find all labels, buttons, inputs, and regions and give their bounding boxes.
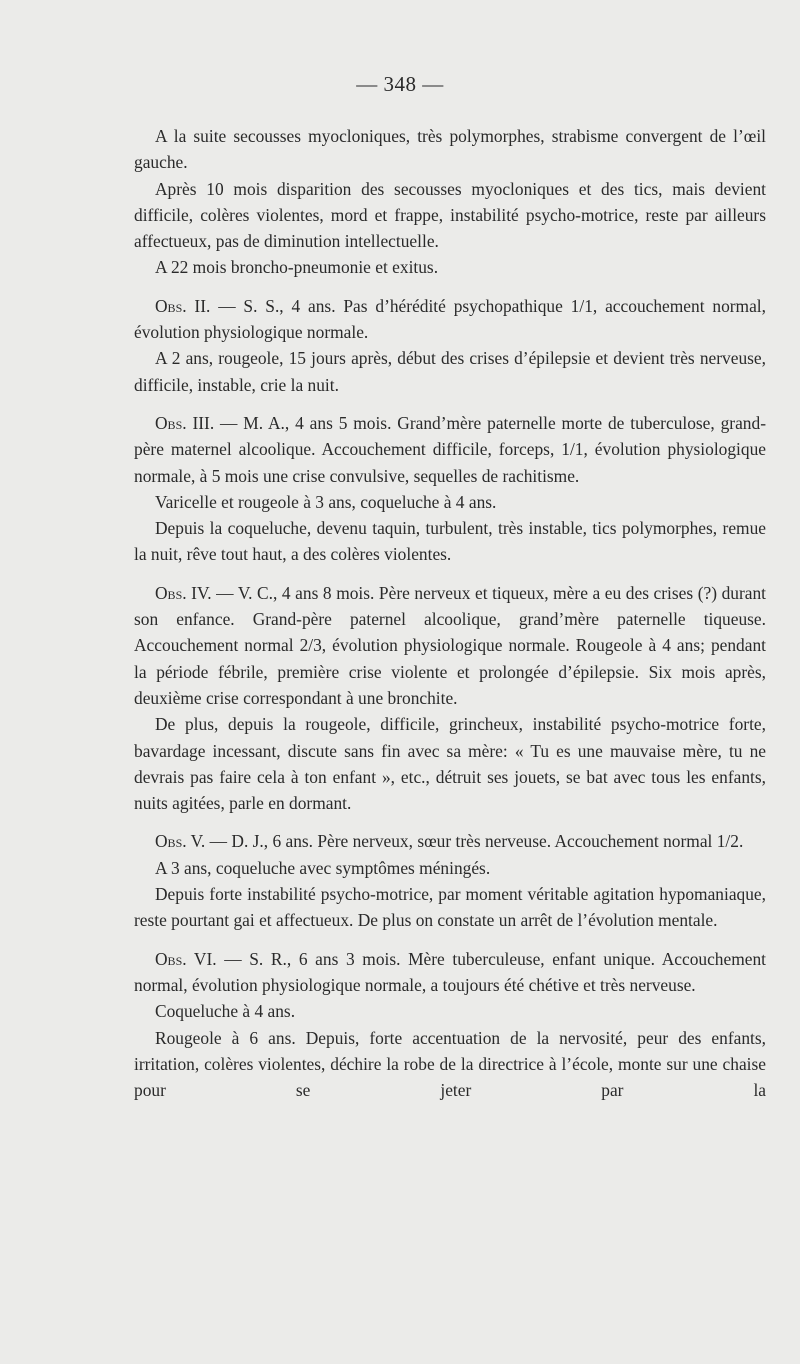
paragraph: De plus, depuis la rougeole, difficile, grincheux, instabilité psycho-motrice forte, bavardage incessant, discute sans fin avec sa mère: « Tu es une mauvaise mère, tu ne devrais pas faire cela à ton enfant », etc., détruit ses jouets, se bat avec tous les enfants, nuits agitées, parle en dormant. <box>134 714 766 814</box>
observation-label: Obs. IV. <box>155 582 212 603</box>
paragraph: Depuis la coqueluche, devenu taquin, turbulent, très instable, tics polymorphes, remue la nuit, rêve tout haut, a des colères violentes. <box>134 518 766 565</box>
observation-label: Obs. V. <box>155 831 206 852</box>
paragraph: A la suite secousses myocloniques, très polymorphes, strabisme convergent de l’œil gauche. <box>134 126 766 173</box>
observation-paragraph: Obs. III. — M. A., 4 ans 5 mois. Grand’mère paternelle morte de tuberculose, grand-père maternel alcoolique. Accouchement difficile, forceps, 1/1, évolution physiologique normale, à 5 mois une crise convulsive, sequelles de rachitisme. <box>134 412 766 486</box>
observation-paragraph: Obs. IV. — V. C., 4 ans 8 mois. Père nerveux et tiqueux, mère a eu des crises (?) durant son enfance. Grand-père paternel alcoolique, grand’mère paternelle tiqueuse. Accouchement normal 2/3, évolution physiologique normale. Rougeole à 4 ans; pendant la période fébrile, première crise violente et prolongée d’épilepsie. Six mois après, deuxième crise correspondant à une bronchite. <box>134 582 766 708</box>
paragraph: Depuis forte instabilité psycho-motrice, par moment véritable agitation hypomaniaque, reste pourtant gai et affectueux. De plus on constate un arrêt de l’évolution mentale. <box>134 884 766 931</box>
observation-label: Obs. II. <box>155 295 211 316</box>
observation-label: Obs. VI. <box>155 948 217 969</box>
paragraph: Varicelle et rougeole à 3 ans, coqueluche à 4 ans. <box>155 491 497 512</box>
observation-label: Obs. III. <box>155 412 215 433</box>
paragraph: Rougeole à 6 ans. Depuis, forte accentuation de la nervosité, peur des enfants, irritation, colères violentes, déchire la robe de la directrice à l’école, monte sur une chaise pour se jeter par la <box>134 1027 766 1101</box>
paragraph: A 22 mois broncho-pneumonie et exitus. <box>155 257 439 278</box>
paragraph: A 3 ans, coqueluche avec symptômes méningés. <box>155 857 491 878</box>
paragraph: Après 10 mois disparition des secousses myocloniques et des tics, mais devient difficile, colères violentes, mord et frappe, instabilité psycho-motrice, reste par ailleurs affectueux, pas de diminution intellectuelle. <box>134 178 766 252</box>
observation-paragraph: Obs. V. — D. J., 6 ans. Père nerveux, sœur très nerveuse. Accouchement normal 1/2. <box>155 831 744 852</box>
observation-paragraph: Obs. VI. — S. R., 6 ans 3 mois. Mère tuberculeuse, enfant unique. Accouchement normal, évolution physiologique normale, a toujours été chétive et très nerveuse. <box>134 948 766 995</box>
page-number: — 348 — <box>356 72 444 96</box>
paragraph: A 2 ans, rougeole, 15 jours après, début des crises d’épilepsie et devient très nerveuse, difficile, instable, crie la nuit. <box>134 348 766 395</box>
paragraph: Coqueluche à 4 ans. <box>155 1001 296 1022</box>
observation-paragraph: Obs. II. — S. S., 4 ans. Pas d’hérédité psychopathique 1/1, accouchement normal, évolution physiologique normale. <box>134 295 766 343</box>
body-text <box>134 123 766 1103</box>
